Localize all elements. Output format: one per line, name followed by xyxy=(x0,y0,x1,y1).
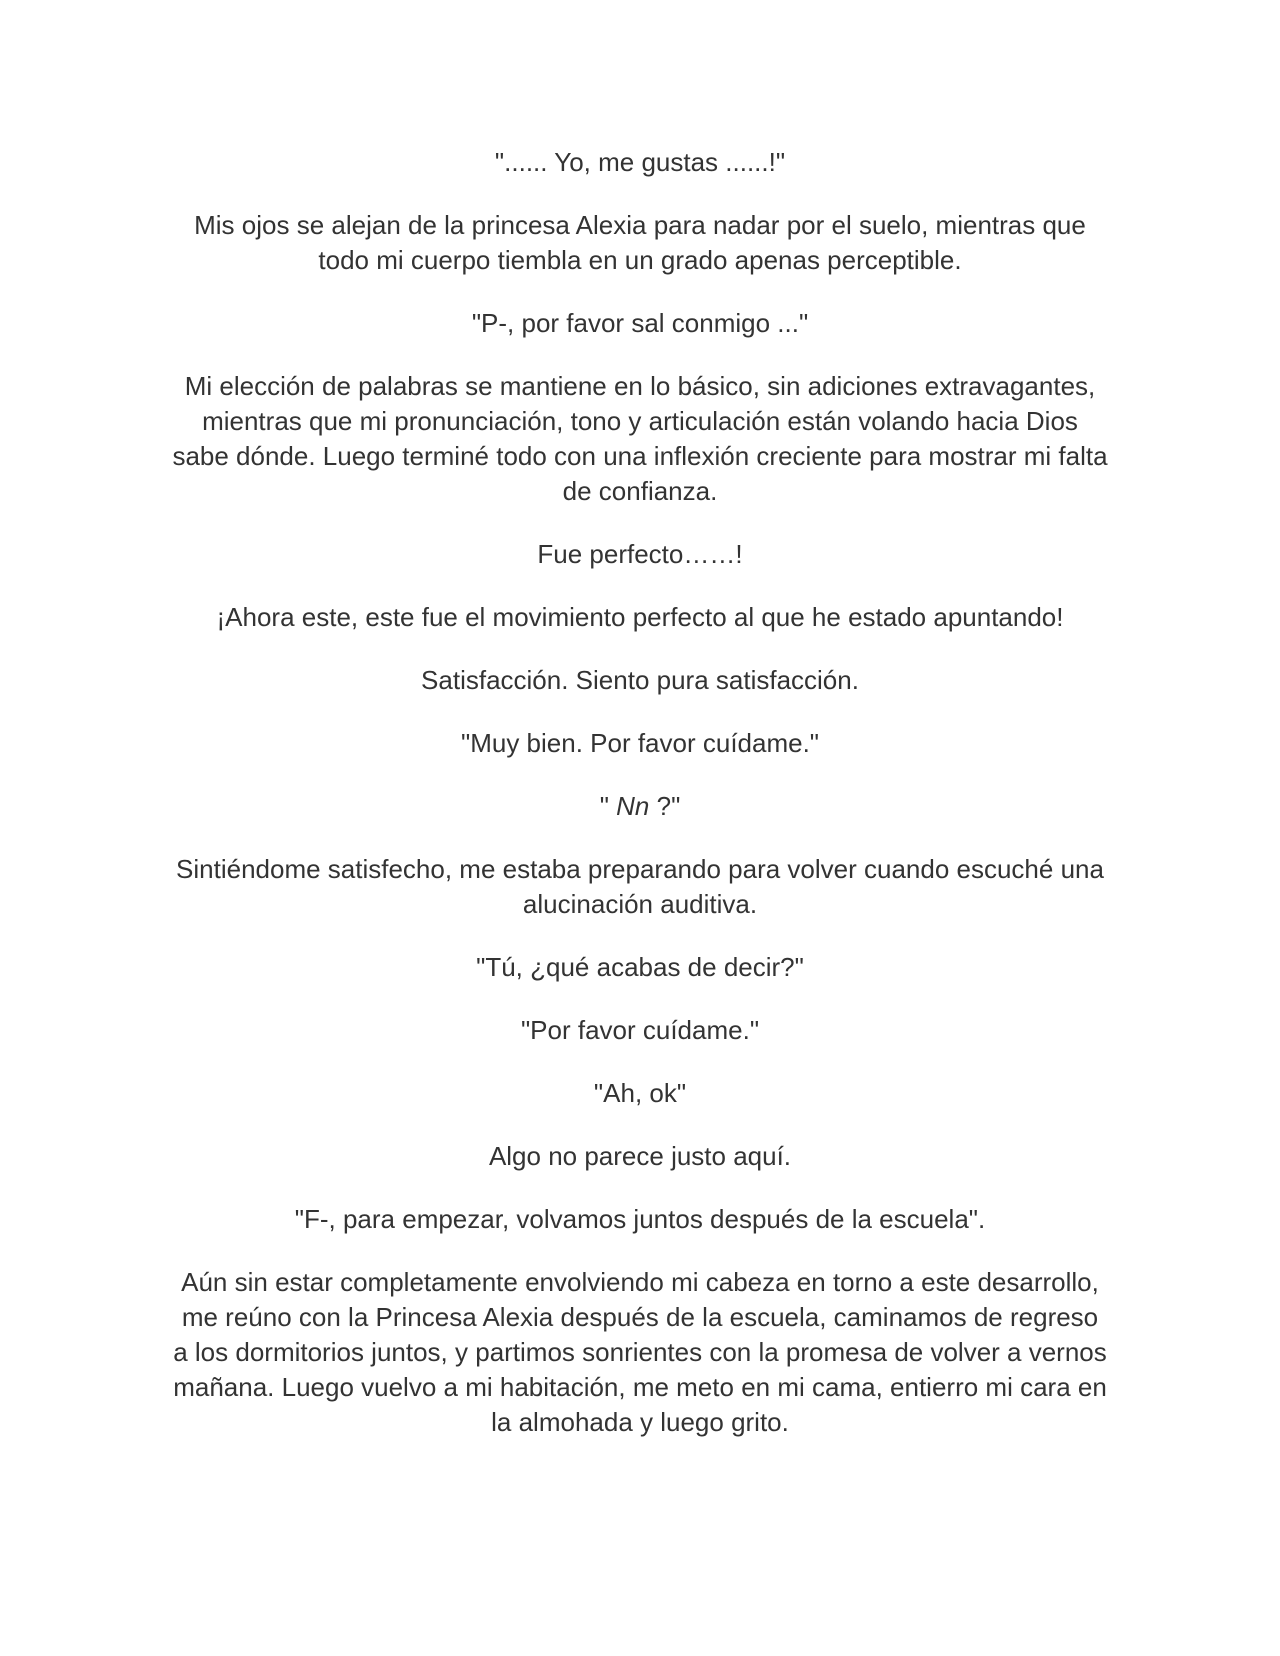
paragraph-16: Aún sin estar completamente envolviendo mi cabeza en torno a este desarrollo, me reúno con la Princesa Alexia después de la escuela, caminamos de regreso a los dormitorios juntos, y partimos sonrientes con la promesa de volver a vernos mañana. Luego vuelvo a mi habitación, me meto en mi cama, entierro mi cara en la almohada y luego grito. xyxy=(173,1267,1107,1437)
paragraph-13: "Ah, ok" xyxy=(593,1078,687,1108)
nn-open-quote: " xyxy=(599,791,617,821)
paragraph-3: "P-, por favor sal conmigo ..." xyxy=(471,308,809,338)
paragraph-nn xyxy=(172,789,1108,824)
paragraph-15: "F-, para empezar, volvamos juntos después de la escuela". xyxy=(294,1204,986,1234)
document-body xyxy=(172,145,1108,1440)
paragraph-6: ¡Ahora este, este fue el movimiento perfecto al que he estado apuntando! xyxy=(216,602,1064,632)
paragraph-5: Fue perfecto……! xyxy=(537,539,743,569)
paragraph-2: Mis ojos se alejan de la princesa Alexia para nadar por el suelo, mientras que todo mi cuerpo tiembla en un grado apenas perceptible. xyxy=(194,210,1086,275)
paragraph-12: "Por favor cuídame." xyxy=(520,1015,760,1045)
paragraph-1: "...... Yo, me gustas ......!" xyxy=(494,147,786,177)
paragraph-8: "Muy bien. Por favor cuídame." xyxy=(460,728,820,758)
paragraph-10: Sintiéndome satisfecho, me estaba preparando para volver cuando escuché una alucinación auditiva. xyxy=(176,854,1104,919)
paragraph-7: Satisfacción. Siento pura satisfacción. xyxy=(421,665,859,695)
paragraph-4: Mi elección de palabras se mantiene en lo básico, sin adiciones extravagantes, mientras que mi pronunciación, tono y articulación están volando hacia Dios sabe dónde. Luego terminé todo con una inflexión creciente para mostrar mi falta de confianza. xyxy=(172,371,1108,506)
paragraph-11: "Tú, ¿qué acabas de decir?" xyxy=(476,952,804,982)
nn-italic-text: Nn xyxy=(616,791,650,821)
nn-close-quote: ?" xyxy=(649,791,681,821)
paragraph-14: Algo no parece justo aquí. xyxy=(488,1141,792,1171)
